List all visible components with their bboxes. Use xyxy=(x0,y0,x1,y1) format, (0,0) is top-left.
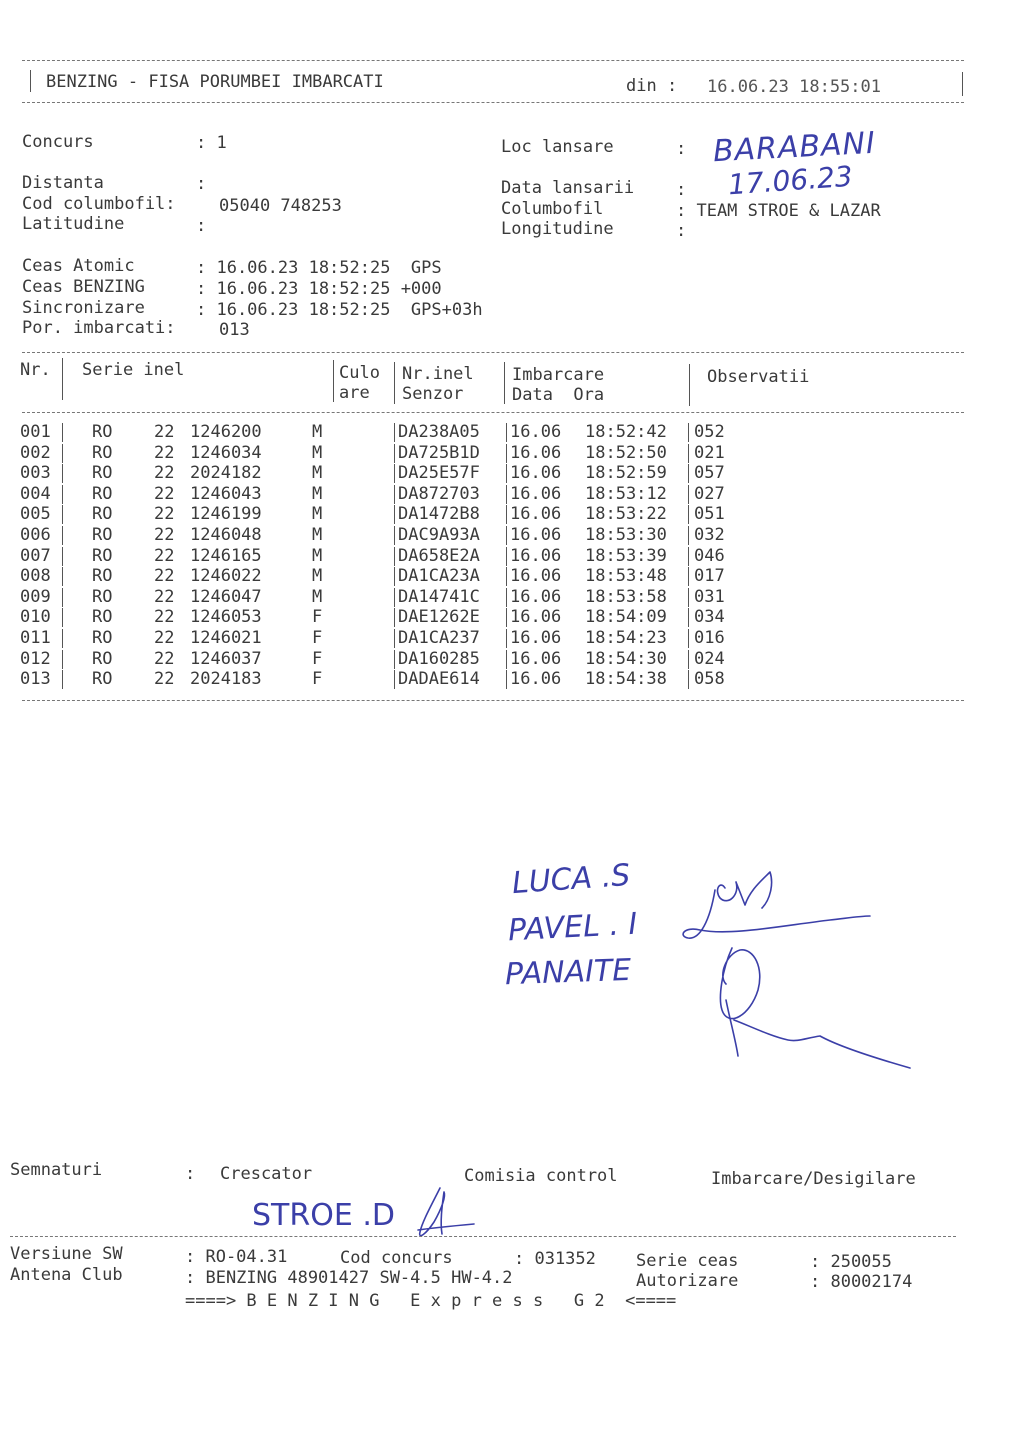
columbofil-value: : TEAM STROE & LAZAR xyxy=(676,201,881,221)
table-row xyxy=(0,443,1024,463)
row-divider xyxy=(62,444,63,463)
autorizare-value: : 80002174 xyxy=(810,1272,913,1292)
row-divider xyxy=(62,670,63,689)
row-inel: 1246037 xyxy=(190,648,262,669)
row-observatii: 032 xyxy=(694,525,725,545)
row-inel: 2024183 xyxy=(190,669,262,690)
autorizare-label: Autorizare xyxy=(636,1271,739,1291)
row-sex: M xyxy=(312,442,323,463)
col-header-imbarcare-1: Imbarcare xyxy=(512,365,605,385)
row-observatii: 051 xyxy=(694,504,725,525)
row-an: 22 xyxy=(154,586,175,607)
row-observatii: 046 xyxy=(694,545,725,566)
row-divider xyxy=(506,608,507,627)
row-nr: 010 xyxy=(20,607,51,628)
row-an: 22 xyxy=(154,483,175,504)
row-an: 22 xyxy=(154,545,175,566)
porumbei-imbarcati-value: 013 xyxy=(219,320,250,340)
semnaturi-label: Semnaturi xyxy=(10,1160,103,1180)
table-row xyxy=(0,525,1024,545)
row-an: 22 xyxy=(154,607,175,628)
row-divider xyxy=(688,547,689,566)
ceas-atomic-label: Ceas Atomic xyxy=(22,256,135,276)
row-nr: 013 xyxy=(20,669,51,690)
row-inel: 1246053 xyxy=(190,607,262,628)
row-nr: 008 xyxy=(20,566,51,587)
row-observatii: 027 xyxy=(694,483,725,504)
header-right-bar xyxy=(962,72,963,96)
row-tara: RO xyxy=(92,442,113,463)
row-sex: F xyxy=(312,648,323,669)
row-senzor: DA14741C xyxy=(398,586,480,607)
versiune-sw-value: : RO-04.31 xyxy=(185,1247,288,1267)
row-tara: RO xyxy=(92,566,113,587)
row-tara: RO xyxy=(92,669,113,690)
row-an: 22 xyxy=(154,669,175,690)
columbofil-label: Columbofil xyxy=(501,199,604,219)
row-ora: 18:53:22 xyxy=(585,504,667,525)
row-sex: F xyxy=(312,628,323,648)
row-divider xyxy=(506,444,507,463)
row-ora: 18:53:30 xyxy=(585,525,667,545)
table-row xyxy=(0,628,1024,648)
col-header-nr: Nr. xyxy=(20,360,51,380)
cod-concurs-value: : 031352 xyxy=(514,1249,596,1269)
col-divider-4 xyxy=(504,362,505,404)
row-divider xyxy=(394,464,395,483)
crescator-handwritten-name: STROE .D xyxy=(252,1198,395,1233)
row-observatii: 021 xyxy=(694,442,725,463)
row-senzor: DA872703 xyxy=(398,483,480,504)
row-inel: 2024182 xyxy=(190,463,262,484)
row-inel: 1246199 xyxy=(190,504,262,525)
row-observatii: 052 xyxy=(694,422,725,442)
row-tara: RO xyxy=(92,504,113,525)
row-tara: RO xyxy=(92,648,113,669)
row-ora: 18:53:48 xyxy=(585,566,667,587)
table-top-rule xyxy=(22,352,964,353)
comisia-control-label: Comisia control xyxy=(464,1166,618,1186)
col-header-culoare-2: are xyxy=(339,383,370,403)
row-divider xyxy=(688,526,689,545)
row-data: 16.06 xyxy=(510,628,562,648)
cod-concurs-label: Cod concurs xyxy=(340,1248,453,1268)
table-row xyxy=(0,504,1024,524)
row-data: 16.06 xyxy=(510,525,562,545)
row-sex: M xyxy=(312,504,323,525)
row-senzor: DA658E2A xyxy=(398,545,480,566)
document-title: BENZING - FISA PORUMBEI IMBARCATI xyxy=(46,72,384,92)
row-divider xyxy=(394,629,395,648)
header-top-rule xyxy=(22,60,964,61)
col-divider-3 xyxy=(394,362,395,404)
crescator-label: Crescator xyxy=(220,1164,313,1184)
row-an: 22 xyxy=(154,463,175,484)
row-divider xyxy=(688,588,689,607)
row-divider xyxy=(688,650,689,669)
cod-columbofil-value: 05040 748253 xyxy=(219,196,342,216)
row-observatii: 016 xyxy=(694,628,725,648)
table-row xyxy=(0,422,1024,442)
row-nr: 006 xyxy=(20,525,51,545)
semnaturi-sep: : xyxy=(185,1164,196,1184)
row-divider xyxy=(394,670,395,689)
table-row xyxy=(0,669,1024,689)
row-tara: RO xyxy=(92,463,113,484)
row-divider xyxy=(506,464,507,483)
row-nr: 002 xyxy=(20,442,51,463)
row-divider xyxy=(506,423,507,442)
row-data: 16.06 xyxy=(510,586,562,607)
row-divider xyxy=(394,588,395,607)
row-an: 22 xyxy=(154,442,175,463)
row-divider xyxy=(394,567,395,586)
antena-club-label: Antena Club xyxy=(10,1265,123,1285)
row-ora: 18:52:50 xyxy=(585,442,667,463)
col-header-nrinel-1: Nr.inel xyxy=(402,364,474,384)
row-divider xyxy=(506,547,507,566)
row-observatii: 034 xyxy=(694,607,725,628)
row-inel: 1246022 xyxy=(190,566,262,587)
row-ora: 18:53:12 xyxy=(585,483,667,504)
row-divider xyxy=(688,464,689,483)
row-observatii: 058 xyxy=(694,669,725,690)
distanta-label: Distanta xyxy=(22,173,104,193)
row-divider xyxy=(62,423,63,442)
row-ora: 18:54:30 xyxy=(585,648,667,669)
row-divider xyxy=(394,526,395,545)
row-tara: RO xyxy=(92,483,113,504)
row-data: 16.06 xyxy=(510,669,562,690)
row-ora: 18:54:38 xyxy=(585,669,667,690)
data-lansarii-label: Data lansarii xyxy=(501,178,635,198)
col-divider-5 xyxy=(689,364,690,406)
row-sex: M xyxy=(312,525,323,545)
row-an: 22 xyxy=(154,648,175,669)
longitudine-value: : xyxy=(676,221,687,241)
row-ora: 18:53:58 xyxy=(585,586,667,607)
row-tara: RO xyxy=(92,586,113,607)
row-data: 16.06 xyxy=(510,483,562,504)
row-senzor: DA1472B8 xyxy=(398,504,480,525)
row-sex: M xyxy=(312,566,323,587)
latitudine-value: : xyxy=(196,216,207,236)
concurs-label: Concurs xyxy=(22,132,94,152)
row-divider xyxy=(506,567,507,586)
row-nr: 012 xyxy=(20,648,51,669)
row-divider xyxy=(688,485,689,504)
row-inel: 1246047 xyxy=(190,586,262,607)
col-header-serie: Serie inel xyxy=(82,360,185,380)
row-senzor: DA725B1D xyxy=(398,442,480,463)
row-sex: M xyxy=(312,586,323,607)
row-an: 22 xyxy=(154,628,175,648)
benzing-express-banner: ====> B E N Z I N G E x p r e s s G 2 <==== xyxy=(185,1291,677,1311)
row-senzor: DAC9A93A xyxy=(398,525,480,545)
row-nr: 007 xyxy=(20,545,51,566)
serie-ceas-value: : 250055 xyxy=(810,1252,892,1272)
row-sex: M xyxy=(312,545,323,566)
loc-lansare-sep: : xyxy=(676,139,687,159)
table-row xyxy=(0,607,1024,627)
col-divider-1 xyxy=(62,358,63,400)
row-data: 16.06 xyxy=(510,566,562,587)
row-data: 16.06 xyxy=(510,648,562,669)
row-senzor: DA25E57F xyxy=(398,463,480,484)
row-divider xyxy=(62,650,63,669)
row-ora: 18:53:39 xyxy=(585,545,667,566)
row-divider xyxy=(688,567,689,586)
row-data: 16.06 xyxy=(510,607,562,628)
row-nr: 011 xyxy=(20,628,51,648)
row-divider xyxy=(506,670,507,689)
table-bottom-rule xyxy=(22,700,964,701)
row-tara: RO xyxy=(92,422,113,442)
row-nr: 004 xyxy=(20,483,51,504)
row-divider xyxy=(688,629,689,648)
antena-club-value: : BENZING 48901427 SW-4.5 HW-4.2 xyxy=(185,1268,513,1288)
row-divider xyxy=(506,588,507,607)
row-an: 22 xyxy=(154,566,175,587)
row-observatii: 017 xyxy=(694,566,725,587)
data-lansarii-sep: : xyxy=(676,180,687,200)
col-header-observatii: Observatii xyxy=(707,367,810,387)
row-senzor: DAE1262E xyxy=(398,607,480,628)
row-divider xyxy=(62,485,63,504)
row-inel: 1246034 xyxy=(190,442,262,463)
ceas-atomic-value: : 16.06.23 18:52:25 GPS xyxy=(196,258,442,278)
row-divider xyxy=(394,608,395,627)
longitudine-label: Longitudine xyxy=(501,219,614,239)
ceas-benzing-value: : 16.06.23 18:52:25 +000 xyxy=(196,279,442,299)
table-row xyxy=(0,649,1024,669)
row-divider xyxy=(394,650,395,669)
table-row xyxy=(0,587,1024,607)
footer-rule xyxy=(10,1236,956,1237)
row-senzor: DA1CA23A xyxy=(398,566,480,587)
row-divider xyxy=(688,608,689,627)
data-lansarii-handwritten: 17.06.23 xyxy=(727,159,854,202)
row-divider xyxy=(394,423,395,442)
header-bottom-rule xyxy=(22,102,964,103)
commission-signatures xyxy=(670,850,920,1080)
row-data: 16.06 xyxy=(510,504,562,525)
col-header-culoare-1: Culo xyxy=(339,363,380,383)
row-divider xyxy=(688,423,689,442)
row-divider xyxy=(62,608,63,627)
row-sex: M xyxy=(312,463,323,484)
row-divider xyxy=(62,505,63,524)
row-data: 16.06 xyxy=(510,545,562,566)
handwritten-name-3: PANAITE xyxy=(504,952,632,993)
row-tara: RO xyxy=(92,628,113,648)
table-row xyxy=(0,546,1024,566)
row-divider xyxy=(688,505,689,524)
porumbei-imbarcati-label: Por. imbarcati: xyxy=(22,318,176,338)
row-observatii: 024 xyxy=(694,648,725,669)
row-ora: 18:52:59 xyxy=(585,463,667,484)
row-nr: 009 xyxy=(20,586,51,607)
loc-lansare-handwritten: BARABANI xyxy=(712,125,877,170)
row-divider xyxy=(62,588,63,607)
row-inel: 1246048 xyxy=(190,525,262,545)
imbarcare-desigilare-label: Imbarcare/Desigilare xyxy=(711,1169,916,1189)
row-sex: M xyxy=(312,483,323,504)
row-inel: 1246021 xyxy=(190,628,262,648)
row-sex: F xyxy=(312,607,323,628)
printed-date-value: 16.06.23 18:55:01 xyxy=(707,77,881,97)
col-header-nrinel-2: Senzor xyxy=(402,384,464,404)
row-an: 22 xyxy=(154,504,175,525)
row-tara: RO xyxy=(92,545,113,566)
row-divider xyxy=(62,464,63,483)
row-divider xyxy=(62,629,63,648)
col-divider-2 xyxy=(333,360,334,402)
row-senzor: DA238A05 xyxy=(398,422,480,442)
handwritten-name-2: PAVEL . I xyxy=(507,906,639,949)
col-header-imbarcare-2: Data Ora xyxy=(512,385,605,405)
row-inel: 1246043 xyxy=(190,483,262,504)
header-left-bar xyxy=(30,70,31,92)
row-divider xyxy=(394,485,395,504)
row-sex: M xyxy=(312,422,323,442)
row-observatii: 031 xyxy=(694,586,725,607)
row-senzor: DADAE614 xyxy=(398,669,480,690)
sincronizare-value: : 16.06.23 18:52:25 GPS+03h xyxy=(196,300,483,320)
ceas-benzing-label: Ceas BENZING xyxy=(22,277,145,297)
row-divider xyxy=(506,526,507,545)
loc-lansare-label: Loc lansare xyxy=(501,137,614,157)
row-an: 22 xyxy=(154,422,175,442)
table-row xyxy=(0,463,1024,483)
row-senzor: DA1CA237 xyxy=(398,628,480,648)
row-divider xyxy=(62,567,63,586)
table-header-rule xyxy=(22,412,964,413)
row-nr: 001 xyxy=(20,422,51,442)
row-divider xyxy=(506,505,507,524)
row-divider xyxy=(394,505,395,524)
row-divider xyxy=(688,444,689,463)
row-inel: 1246165 xyxy=(190,545,262,566)
printed-date-label: din : xyxy=(626,76,678,96)
row-ora: 18:54:23 xyxy=(585,628,667,648)
row-nr: 003 xyxy=(20,463,51,484)
handwritten-name-1: LUCA .S xyxy=(510,857,632,902)
latitudine-label: Latitudine xyxy=(22,214,125,234)
row-divider xyxy=(688,670,689,689)
sincronizare-label: Sincronizare xyxy=(22,298,145,318)
row-divider xyxy=(394,444,395,463)
table-row xyxy=(0,566,1024,586)
concurs-value: : 1 xyxy=(196,133,227,153)
row-tara: RO xyxy=(92,607,113,628)
row-an: 22 xyxy=(154,525,175,545)
serie-ceas-label: Serie ceas xyxy=(636,1251,739,1271)
distanta-value: : xyxy=(196,174,207,194)
row-nr: 005 xyxy=(20,504,51,525)
table-row xyxy=(0,484,1024,504)
row-data: 16.06 xyxy=(510,442,562,463)
row-senzor: DA160285 xyxy=(398,648,480,669)
row-divider xyxy=(394,547,395,566)
row-data: 16.06 xyxy=(510,422,562,442)
row-sex: F xyxy=(312,669,323,690)
row-divider xyxy=(62,526,63,545)
row-divider xyxy=(506,650,507,669)
row-divider xyxy=(506,485,507,504)
row-ora: 18:54:09 xyxy=(585,607,667,628)
row-divider xyxy=(62,547,63,566)
row-data: 16.06 xyxy=(510,463,562,484)
row-observatii: 057 xyxy=(694,463,725,484)
row-inel: 1246200 xyxy=(190,422,262,442)
cod-columbofil-label: Cod columbofil: xyxy=(22,194,176,214)
crescator-signature xyxy=(412,1182,482,1252)
row-ora: 18:52:42 xyxy=(585,422,667,442)
row-divider xyxy=(506,629,507,648)
versiune-sw-label: Versiune SW xyxy=(10,1244,123,1264)
row-tara: RO xyxy=(92,525,113,545)
